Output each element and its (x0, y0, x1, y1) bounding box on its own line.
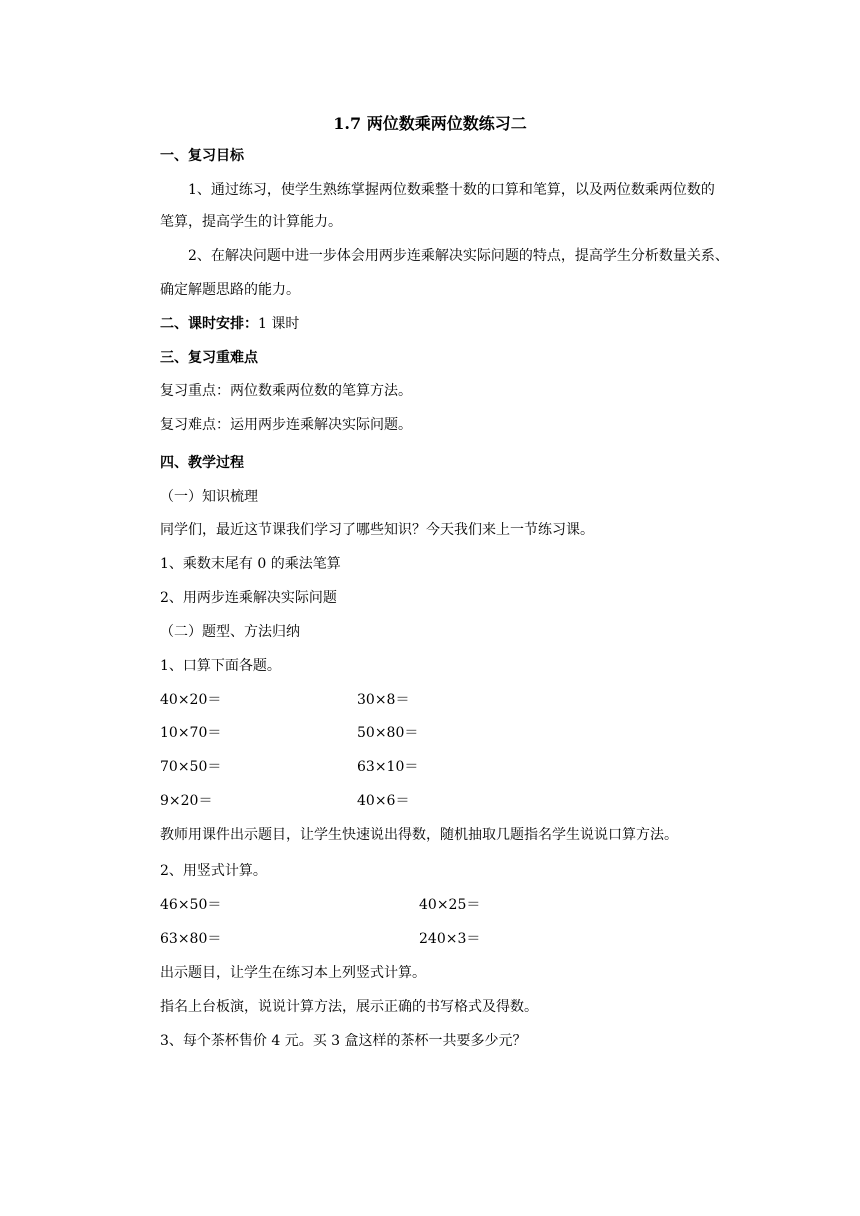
goal-2-line-2: 确定解题思路的能力。 (160, 282, 300, 298)
key-point-text: 复习重点：两位数乘两位数的笔算方法。 (160, 383, 412, 399)
oral-calc-2b: 50×80＝ (357, 725, 419, 741)
question-2-note-1: 出示题目，让学生在练习本上列竖式计算。 (160, 965, 426, 981)
written-calc-2b: 240×3＝ (419, 931, 481, 947)
question-2-text: 2、用竖式计算。 (160, 863, 267, 879)
section-heading-key-difficult: 三、复习重难点 (160, 350, 258, 366)
oral-calc-3a: 70×50＝ (160, 759, 222, 775)
knowledge-item-1: 1、乘数末尾有 0 的乘法笔算 (160, 556, 341, 572)
written-calc-2a: 63×80＝ (160, 931, 222, 947)
knowledge-item-2: 2、用两步连乘解决实际问题 (160, 590, 337, 606)
oral-calc-4b: 40×6＝ (357, 793, 410, 809)
difficult-point-text: 复习难点：运用两步连乘解决实际问题。 (160, 417, 412, 433)
question-1-text: 1、口算下面各题。 (160, 658, 281, 674)
class-hours-label: 二、课时安排： (160, 316, 258, 332)
oral-calc-3b: 63×10＝ (357, 759, 419, 775)
oral-calc-1a: 40×20＝ (160, 692, 222, 708)
section-heading-review-goals: 一、复习目标 (160, 148, 244, 164)
goal-1-line-1: 1、通过练习，使学生熟练掌握两位数乘整十数的口算和笔算，以及两位数乘两位数的 (188, 182, 715, 198)
goal-2-line-1: 2、在解决问题中进一步体会用两步连乘解决实际问题的特点，提高学生分析数量关系、 (188, 248, 729, 264)
section-class-hours (160, 313, 299, 335)
section-heading-teaching-process: 四、教学过程 (160, 455, 244, 471)
question-2-note-2: 指名上台板演，说说计算方法，展示正确的书写格式及得数。 (160, 999, 538, 1015)
intro-text: 同学们，最近这节课我们学习了哪些知识？今天我们来上一节练习课。 (160, 522, 594, 538)
oral-calc-2a: 10×70＝ (160, 725, 222, 741)
question-1-note: 教师用课件出示题目，让学生快速说出得数，随机抽取几题指名学生说说口算方法。 (160, 827, 678, 843)
document-title: 1.7 两位数乘两位数练习二 (333, 114, 527, 133)
oral-calc-1b: 30×8＝ (357, 692, 410, 708)
written-calc-1a: 46×50＝ (160, 897, 222, 913)
part-knowledge-review: （一）知识梳理 (160, 489, 258, 505)
part-question-types: （二）题型、方法归纳 (160, 624, 300, 640)
goal-1-line-2: 笔算，提高学生的计算能力。 (160, 214, 342, 230)
oral-calc-4a: 9×20＝ (160, 793, 213, 809)
written-calc-1b: 40×25＝ (419, 897, 481, 913)
class-hours-value: 1 课时 (258, 316, 300, 332)
question-3-text: 3、每个茶杯售价 4 元。买 3 盒这样的茶杯一共要多少元？ (160, 1033, 527, 1049)
